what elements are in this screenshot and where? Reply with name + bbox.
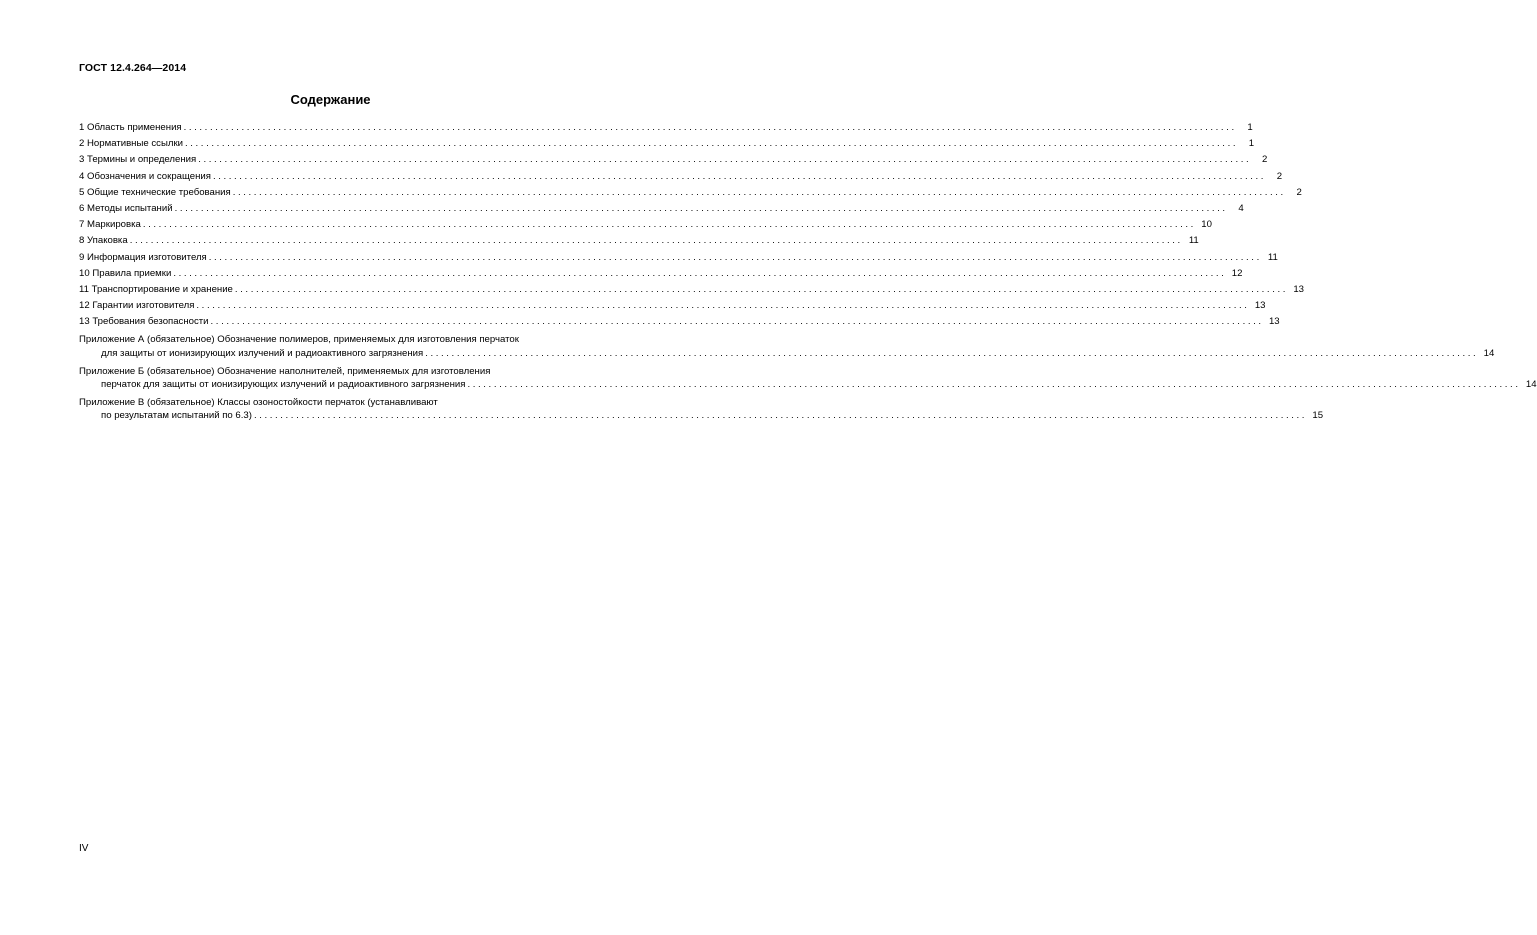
toc-entry-text: 10 Правила приемки	[79, 267, 172, 279]
toc-entry-1[interactable]	[79, 120, 1253, 136]
dot-leader: ........................................................................................................................................................................................................	[185, 138, 1239, 150]
document-code: ГОСТ 12.4.264—2014	[79, 62, 187, 74]
appendix-title-line2: по результатам испытаний по 6.3)	[101, 410, 252, 422]
dot-leader: ........................................................................................................................................................................................................	[208, 251, 1262, 263]
toc-entry-text: 7 Маркировка	[79, 219, 141, 231]
toc-entry-text: 11 Транспортирование и хранение	[79, 283, 233, 295]
dot-leader: ........................................................................................................................................................................................................	[183, 122, 1237, 133]
dot-leader: ........................................................................................................................................................................................................	[173, 267, 1227, 279]
page-number: IV	[79, 843, 89, 854]
toc-entry-text: 5 Общие технические требования	[79, 186, 231, 198]
toc-entry-page: 2	[1296, 186, 1302, 198]
toc-entry-page: 10	[1201, 219, 1212, 231]
dot-leader: ........................................................................................................................................................................................................	[174, 202, 1228, 214]
appendix-title-line1: Приложение В (обязательное) Классы озоностойкости перчаток (устанавливают	[79, 396, 438, 408]
toc-entry-page: 1	[1248, 138, 1255, 150]
toc-entry-3[interactable]	[79, 152, 1268, 168]
appendix-title-line2: перчаток для защиты от ионизирующих излучений и радиоактивного загрязнения	[101, 379, 466, 391]
toc-entry-text: 3 Термины и определения	[79, 154, 197, 166]
dot-leader: ........................................................................................................................................................................................................	[210, 316, 1264, 328]
toc-entry-text: 8 Упаковка	[79, 235, 128, 247]
toc-entry-10[interactable]	[79, 266, 1243, 282]
dot-leader: ........................................................................................................................................................................................................	[196, 300, 1250, 312]
toc-entry-9[interactable]	[79, 250, 1278, 266]
toc-entry-page: 1	[1247, 122, 1253, 133]
dot-leader: ........................................................................................................................................................................................................	[234, 283, 1288, 295]
toc-entry-text: 6 Методы испытаний	[79, 202, 173, 214]
toc-appendix-a[interactable]	[79, 333, 1495, 360]
toc-entry-page: 14	[1483, 348, 1495, 360]
toc-entry-page: 2	[1276, 170, 1283, 182]
toc-entry-page: 13	[1254, 300, 1266, 312]
toc-entry-page: 11	[1188, 235, 1199, 247]
toc-entry-2[interactable]	[79, 136, 1255, 152]
dot-leader: ........................................................................................................................................................................................................	[129, 235, 1183, 247]
toc-entry-page: 13	[1293, 283, 1304, 295]
toc-appendix-v[interactable]	[79, 396, 1324, 423]
dot-leader: ........................................................................................................................................................................................................	[425, 348, 1479, 360]
toc-entry-page: 12	[1231, 267, 1243, 279]
toc-entry-page: 14	[1525, 379, 1537, 391]
dot-leader: ........................................................................................................................................................................................................	[142, 219, 1196, 231]
toc-entry-6[interactable]	[79, 201, 1244, 217]
appendix-title-line1: Приложение А (обязательное) Обозначение полимеров, применяемых для изготовления перчаток	[79, 334, 519, 346]
table-of-contents	[79, 120, 1537, 427]
dot-leader: ........................................................................................................................................................................................................	[232, 186, 1286, 198]
toc-appendix-b[interactable]	[79, 365, 1537, 392]
dot-leader: ........................................................................................................................................................................................................	[253, 410, 1308, 422]
appendix-title-line1: Приложение Б (обязательное) Обозначение наполнителей, применяемых для изготовления	[79, 365, 491, 377]
toc-title: Содержание	[290, 92, 371, 107]
toc-entry-text: 13 Требования безопасности	[79, 316, 209, 328]
dot-leader: ........................................................................................................................................................................................................	[212, 170, 1267, 182]
toc-entry-8[interactable]	[79, 233, 1199, 249]
appendix-title-line2: для защиты от ионизирующих излучений и радиоактивного загрязнения	[101, 348, 424, 360]
dot-leader: ........................................................................................................................................................................................................	[467, 379, 1521, 391]
toc-entry-text: 1 Область применения	[79, 122, 182, 133]
toc-entry-text: 9 Информация изготовителя	[79, 251, 207, 263]
toc-entry-4[interactable]	[79, 169, 1283, 185]
toc-entry-page: 13	[1268, 316, 1280, 328]
toc-entry-13[interactable]	[79, 314, 1280, 330]
toc-entry-page: 4	[1238, 202, 1244, 214]
toc-entry-text: 12 Гарантии изготовителя	[79, 300, 195, 312]
toc-entry-text: 4 Обозначения и сокращения	[79, 170, 211, 182]
toc-entry-7[interactable]	[79, 217, 1212, 233]
toc-entry-text: 2 Нормативные ссылки	[79, 138, 184, 150]
toc-entry-page: 15	[1312, 410, 1324, 422]
dot-leader: ........................................................................................................................................................................................................	[198, 154, 1252, 166]
toc-entry-11[interactable]	[79, 282, 1304, 298]
toc-entry-page: 11	[1267, 251, 1278, 263]
toc-entry-5[interactable]	[79, 185, 1302, 201]
toc-entry-page: 2	[1261, 154, 1268, 166]
toc-entry-12[interactable]	[79, 298, 1266, 314]
